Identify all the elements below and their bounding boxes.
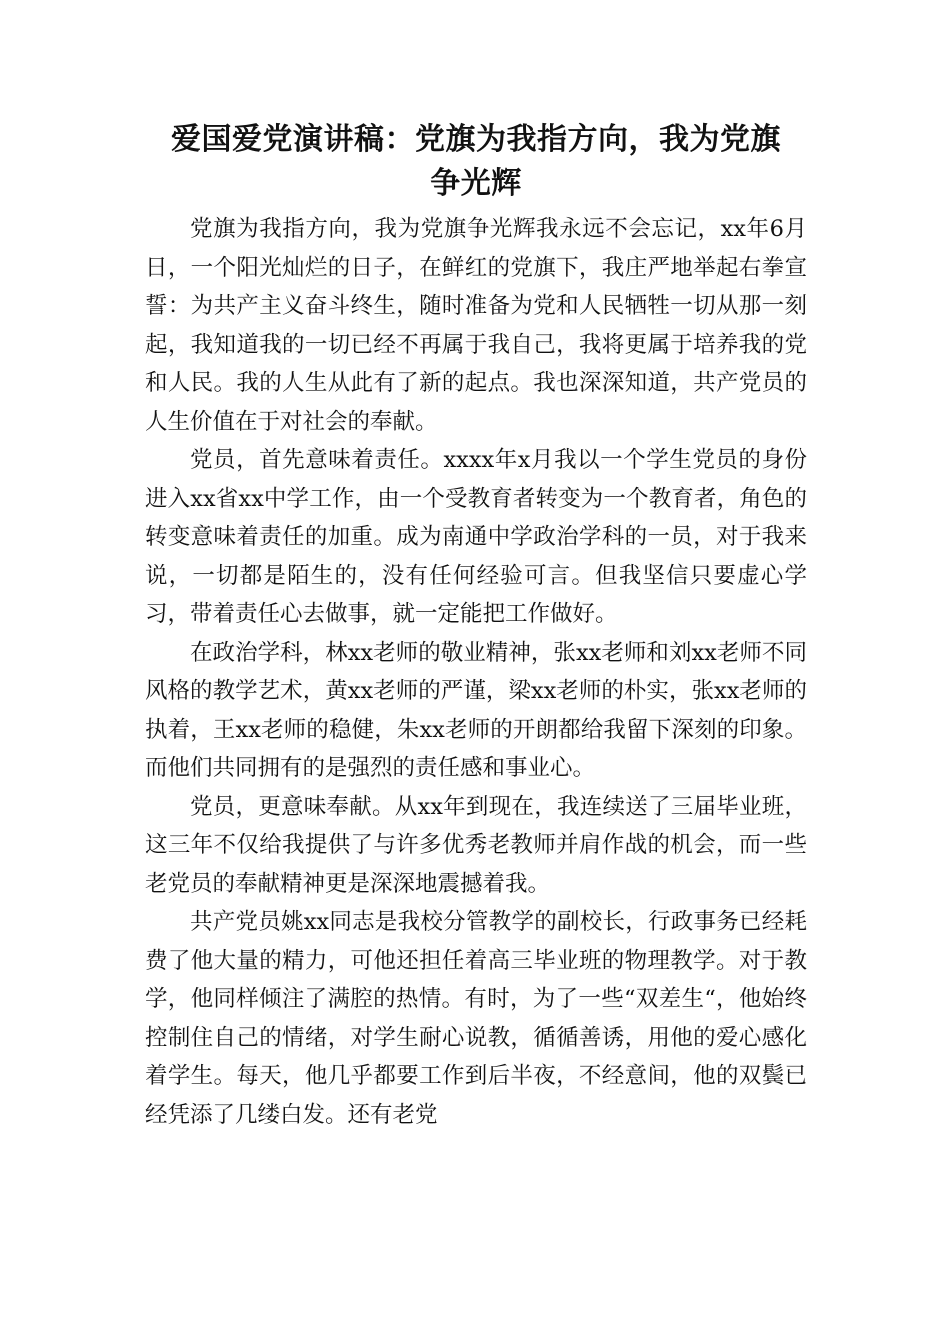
document-title-line-2: 争光辉 (430, 166, 522, 201)
document-title-line-1: 爱国爱党演讲稿：党旗为我指方向，我为党旗 (171, 122, 781, 157)
paragraph-1: 党旗为我指方向，我为党旗争光辉我永远不会忘记，xx年6月日，一个阳光灿烂的日子，在鲜红的党旗下，我庄严地举起右拳宣誓：为共产主义奋斗终生，随时准备为党和人民牺牲一切从那一刻起，我知道我的一切已经不再属于我自己，我将更属于培养我的党和人民。我的人生从此有了新的起点。我也深深知道，共产党员的人生价值在于对社会的奉献。 (145, 216, 807, 435)
paragraph-5: 共产党员姚xx同志是我校分管教学的副校长，行政事务已经耗费了他大量的精力，可他还担任着高三毕业班的物理教学。对于教学，他同样倾注了满腔的热情。有时，为了一些“双差生“，他始终控制住自己的情绪，对学生耐心说教，循循善诱，用他的爱心感化着学生。每天，他几乎都要工作到后半夜，不经意间，他的双鬓已经凭添了几缕白发。还有老党 (145, 909, 807, 1128)
document-title (145, 118, 807, 206)
document-body (145, 210, 807, 1134)
document-page (145, 118, 807, 1134)
paragraph-4: 党员，更意味奉献。从xx年到现在，我连续送了三届毕业班，这三年不仅给我提供了与许多优秀老教师并肩作战的机会，而一些老党员的奉献精神更是深深地震撼着我。 (145, 793, 807, 897)
paragraph-2: 党员，首先意味着责任。xxxx年x月我以一个学生党员的身份进入xx省xx中学工作，由一个受教育者转变为一个教育者，角色的转变意味着责任的加重。成为南通中学政治学科的一员，对于我来说，一切都是陌生的，没有任何经验可言。但我坚信只要虚心学习，带着责任心去做事，就一定能把工作做好。 (145, 447, 807, 627)
paragraph-3: 在政治学科，林xx老师的敬业精神，张xx老师和刘xx老师不同风格的教学艺术，黄xx老师的严谨，梁xx老师的朴实，张xx老师的执着，王xx老师的稳健，朱xx老师的开朗都给我留下深刻的印象。而他们共同拥有的是强烈的责任感和事业心。 (145, 639, 807, 781)
